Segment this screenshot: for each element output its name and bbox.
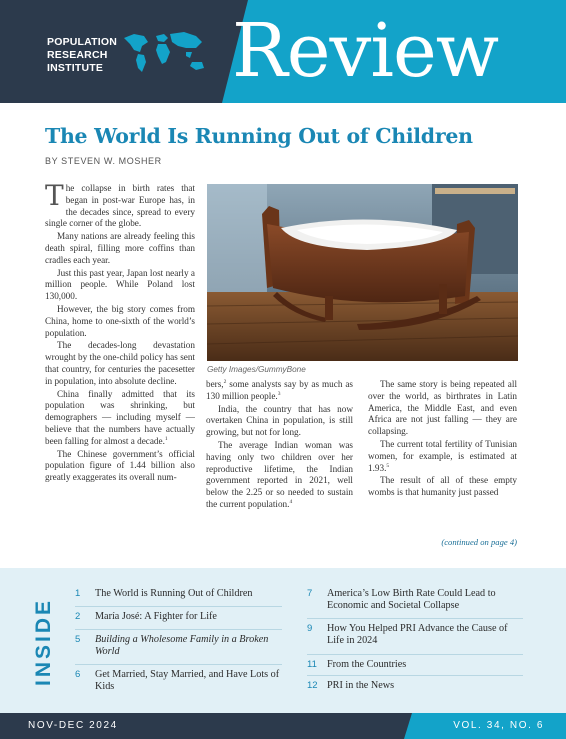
toc-item[interactable] — [307, 655, 523, 676]
toc-title: PRI in the News — [327, 680, 395, 691]
cradle-photo-illustration — [207, 184, 518, 361]
toc-title: America’s Low Birth Rate Could Lead to Economic and Societal Collapse — [327, 588, 496, 612]
paragraph: Many nations are already feeling this death spiral, filling more coffins than cradles each year. — [45, 231, 195, 265]
paragraph-text: China finally admitted that its population was shrinking, but demographers — including myself — believe that the numbers have actually been falling for almost a decade. — [45, 388, 195, 446]
drop-cap: T — [45, 179, 64, 212]
footnote-ref: 4 — [289, 498, 293, 505]
toc-title: How You Helped PRI Advance the Cause of Life in 2024 — [327, 623, 508, 647]
paragraph — [45, 179, 195, 230]
paragraph: The Chinese government’s official population figure of 1.44 billion also greatly exaggerates its overall num- — [45, 448, 195, 483]
issue-date: NOV-DEC 2024 — [28, 720, 118, 731]
paragraph-text: The average Indian woman was having only two children over her reproductive lifetime, the Indian government reported in 2021, well below the 2.25 or so needed to sustain the current population. — [206, 439, 353, 509]
article-headline: The World Is Running Out of Children — [45, 124, 473, 148]
article-byline: BY STEVEN W. MOSHER — [45, 156, 162, 166]
toc-item[interactable] — [307, 676, 523, 698]
paragraph: However, the big story comes from China, home to one-sixth of the world’s population. — [45, 303, 195, 338]
toc-page-number: 6 — [75, 669, 81, 680]
masthead — [0, 0, 566, 103]
org-name-line-1: POPULATION — [47, 36, 118, 48]
toc-item[interactable] — [75, 630, 282, 665]
paragraph: The decades-long devastation wrought by the one-child policy has sent that country, for centuries the pacesetter in population, into absolute decline. — [45, 340, 195, 386]
paragraph-text: The current total fertility of Tunisian women, for example, is estimated at 1.93. — [368, 438, 517, 473]
world-map-icon — [120, 28, 206, 80]
paragraph-text: bers, — [206, 379, 224, 389]
toc-page-number: 11 — [307, 659, 317, 670]
footnote-ref: 2 — [223, 378, 227, 385]
paragraph: Just this past year, Japan lost nearly a million people. While Poland lost 130,000. — [45, 267, 195, 302]
article-column-2 — [206, 379, 353, 512]
paragraph: The same story is being repeated all over the world, as birthrates in Latin America, the Middle East, and even Africa are not just falling — they are collapsing. — [368, 379, 517, 437]
toc-item[interactable] — [75, 607, 282, 630]
toc-title: From the Countries — [327, 659, 407, 670]
publication-title: Review — [232, 8, 499, 94]
toc-page-number: 1 — [75, 588, 81, 599]
toc-title: Building a Wholesome Family in a Broken World — [95, 634, 269, 658]
paragraph — [368, 439, 517, 474]
toc-page-number: 9 — [307, 623, 313, 634]
paragraph-text: he collapse in birth rates that began in post-war Europe has, in the decades since, spread to every single corner of the globe. — [45, 183, 195, 229]
paragraph — [206, 379, 353, 403]
cradle-photo — [207, 184, 518, 361]
org-name-line-2: RESEARCH — [47, 49, 108, 61]
toc-item[interactable] — [75, 665, 282, 698]
org-name — [47, 36, 117, 75]
footer-bar — [0, 713, 566, 739]
paragraph-text: some analysts say by as much as 130 million people. — [206, 379, 353, 401]
toc-page-number: 2 — [75, 611, 81, 622]
inside-label: INSIDE — [32, 597, 55, 686]
toc-title: The World is Running Out of Children — [95, 588, 253, 599]
toc-page-number: 5 — [75, 634, 81, 645]
paragraph — [45, 389, 195, 448]
paragraph: India, the country that has now overtaken China in population, is still growing, but not for long. — [206, 403, 353, 438]
org-name-line-3: INSTITUTE — [47, 62, 104, 74]
toc-item[interactable] — [307, 619, 523, 655]
continued-link[interactable]: (continued on page 4) — [441, 537, 517, 547]
toc-page-number: 7 — [307, 588, 313, 599]
toc-title: Get Married, Stay Married, and Have Lots of Kids — [95, 669, 280, 693]
paragraph: The result of all of these empty wombs is that humanity just passed — [368, 475, 517, 498]
article-column-3 — [368, 379, 517, 500]
issue-volume: VOL. 34, NO. 6 — [453, 720, 544, 731]
toc-page-number: 12 — [307, 680, 318, 691]
footnote-ref: 5 — [386, 462, 390, 469]
toc-item[interactable] — [75, 585, 282, 607]
footnote-ref: 3 — [277, 390, 281, 397]
toc-item[interactable] — [307, 585, 523, 619]
toc-title: María José: A Fighter for Life — [95, 611, 217, 622]
paragraph — [206, 440, 353, 511]
article-column-1 — [45, 179, 195, 485]
photo-credit: Getty Images/GummyBone — [207, 365, 306, 374]
footnote-ref: 1 — [164, 435, 168, 442]
